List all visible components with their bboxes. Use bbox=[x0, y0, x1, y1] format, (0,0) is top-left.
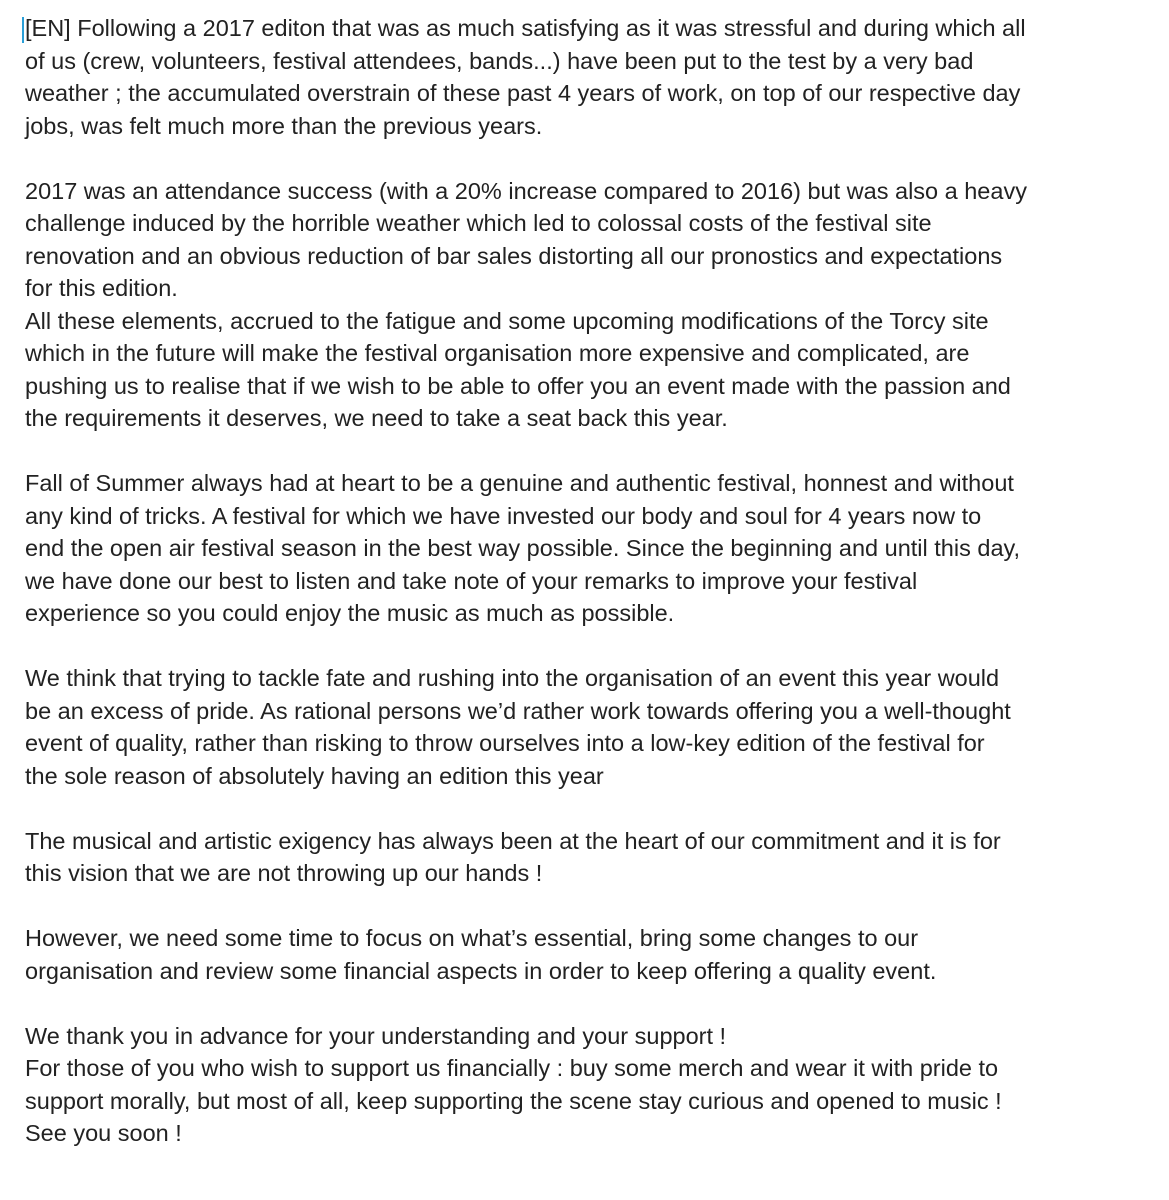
text-line: [EN] Following a 2017 editon that was as much satisfying as it was stressful and during which all bbox=[25, 15, 1026, 41]
text-line: end the open air festival season in the best way possible. Since the beginning and until this day, bbox=[25, 535, 1021, 561]
text-line: The musical and artistic exigency has always been at the heart of our commitment and it is for bbox=[25, 827, 1001, 854]
paragraph bbox=[25, 922, 1027, 987]
text-line: All these elements, accrued to the fatigue and some upcoming modifications of the Torcy site bbox=[25, 307, 989, 334]
text-line: the requirements it deserves, we need to take a seat back this year. bbox=[25, 405, 728, 431]
text-line: We thank you in advance for your understanding and your support ! bbox=[25, 1022, 727, 1049]
text-line: experience so you could enjoy the music as much as possible. bbox=[25, 600, 675, 626]
paragraph bbox=[25, 662, 1027, 792]
text-line: the sole reason of absolutely having an edition this year bbox=[25, 762, 604, 789]
text-line: renovation and an obvious reduction of bar sales distorting all our pronostics and expectations bbox=[25, 242, 1003, 269]
text-line: weather ; the accumulated overstrain of these past 4 years of work, on top of our respective day bbox=[25, 80, 1021, 106]
text-cursor bbox=[22, 17, 24, 43]
document-body[interactable] bbox=[25, 12, 1027, 1182]
text-line: Fall of Summer always had at heart to be a genuine and authentic festival, honnest and without bbox=[25, 470, 1014, 496]
text-line: any kind of tricks. A festival for which we have invested our body and soul for 4 years now to bbox=[25, 502, 982, 529]
text-line: For those of you who wish to support us financially : buy some merch and wear it with pride to bbox=[25, 1055, 999, 1081]
paragraph bbox=[25, 825, 1027, 890]
paragraph bbox=[25, 1020, 1027, 1150]
text-line: organisation and review some financial aspects in order to keep offering a quality event. bbox=[25, 957, 937, 984]
text-line: be an excess of pride. As rational persons we’d rather work towards offering you a well-thought bbox=[25, 697, 1011, 724]
text-line: pushing us to realise that if we wish to be able to offer you an event made with the passion and bbox=[25, 372, 1011, 399]
paragraph bbox=[25, 12, 1027, 142]
text-line: which in the future will make the festival organisation more expensive and complicated, are bbox=[25, 340, 970, 366]
text-line: this vision that we are not throwing up our hands ! bbox=[25, 860, 543, 886]
text-line: jobs, was felt much more than the previous years. bbox=[25, 112, 543, 139]
text-line: 2017 was an attendance success (with a 20% increase compared to 2016) but was also a heavy bbox=[25, 177, 1027, 204]
text-line: However, we need some time to focus on what’s essential, bring some changes to our bbox=[25, 925, 919, 951]
text-line: We think that trying to tackle fate and rushing into the organisation of an event this year would bbox=[25, 665, 1000, 691]
text-line: we have done our best to listen and take note of your remarks to improve your festival bbox=[25, 567, 918, 594]
text-line: challenge induced by the horrible weather which led to colossal costs of the festival site bbox=[25, 210, 932, 236]
paragraph bbox=[25, 467, 1027, 630]
paragraph bbox=[25, 175, 1027, 305]
text-line: for this edition. bbox=[25, 275, 178, 301]
text-line: support morally, but most of all, keep supporting the scene stay curious and opened to music ! bbox=[25, 1087, 1002, 1114]
text-line: See you soon ! bbox=[25, 1120, 182, 1146]
text-line: of us (crew, volunteers, festival attendees, bands...) have been put to the test by a very bad bbox=[25, 47, 974, 74]
paragraph bbox=[25, 305, 1027, 435]
text-line: event of quality, rather than risking to throw ourselves into a low-key edition of the festival for bbox=[25, 730, 985, 756]
